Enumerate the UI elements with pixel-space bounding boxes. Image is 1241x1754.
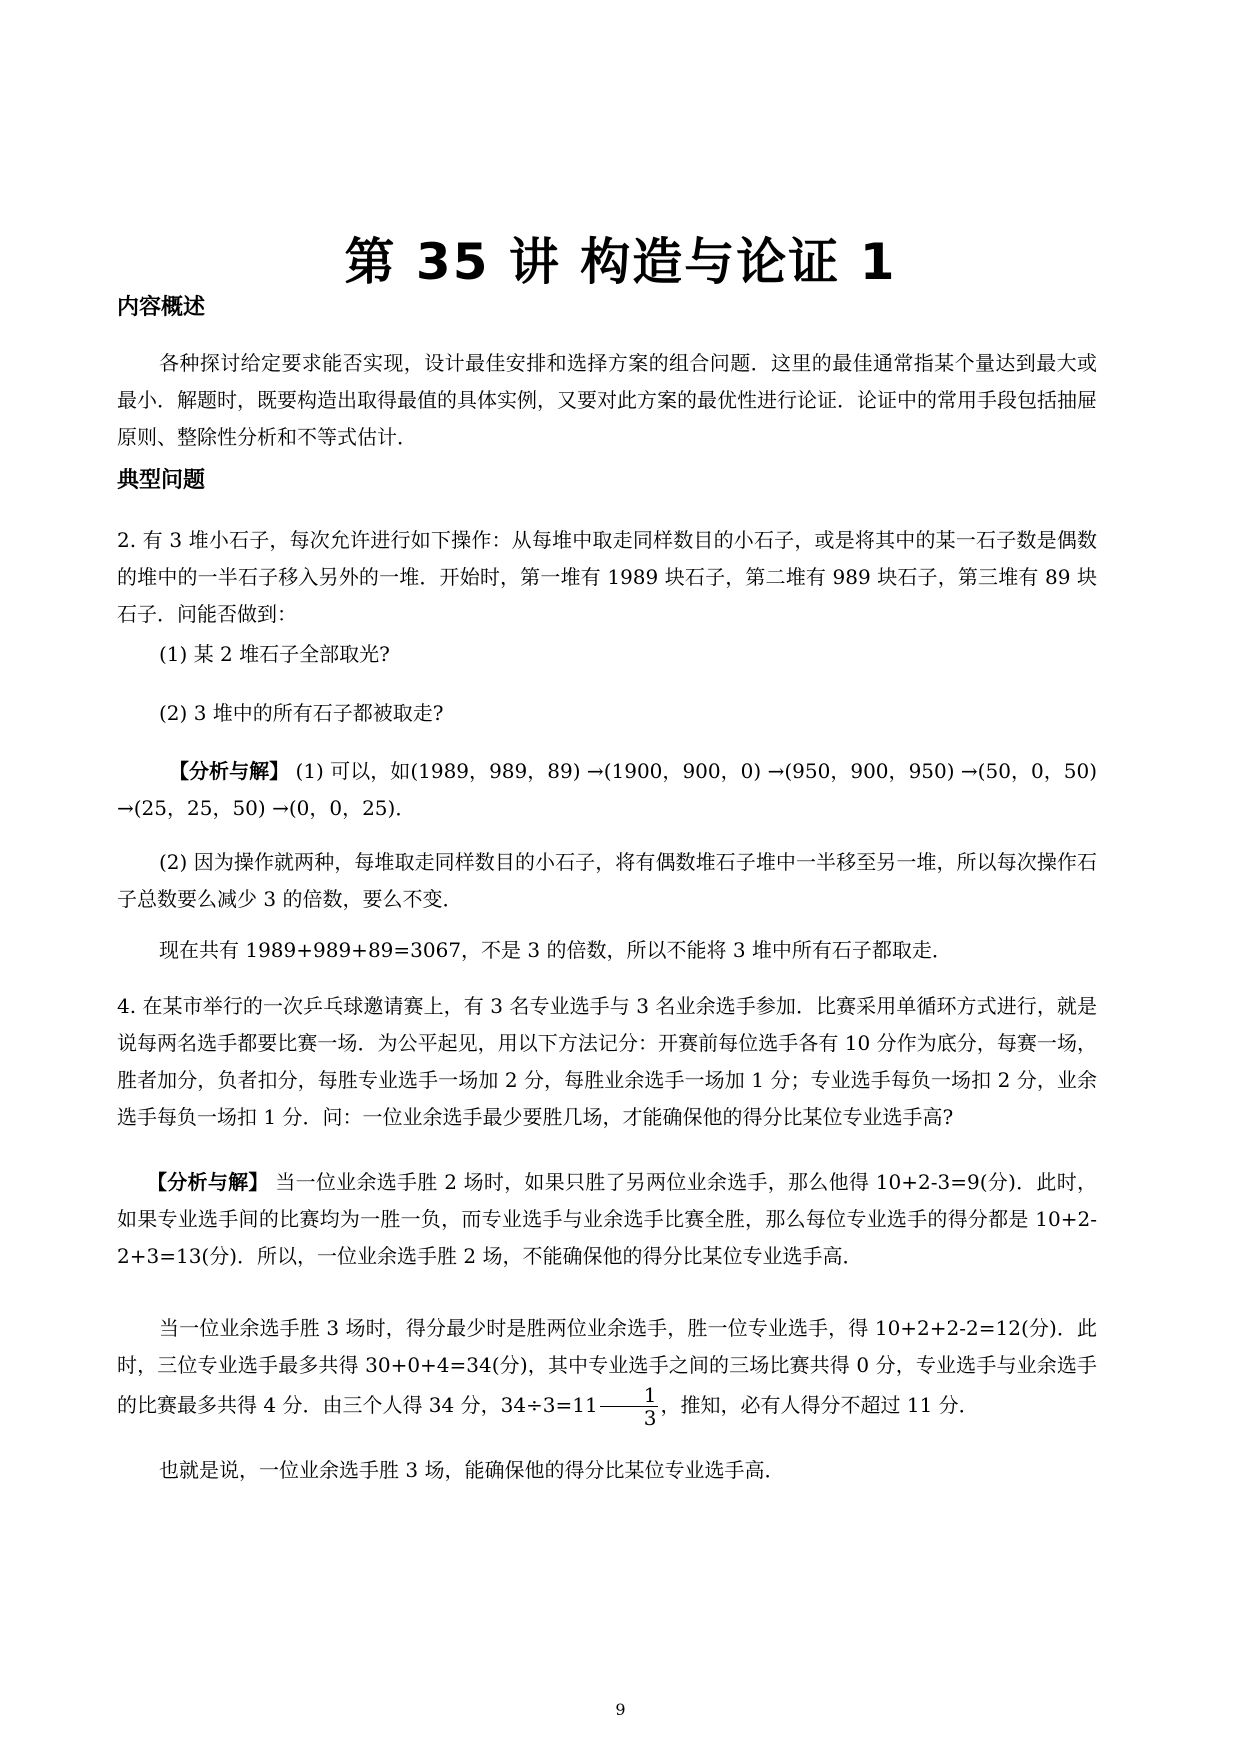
problem-2-answer-3: 现在共有 1989+989+89=3067，不是 3 的倍数，所以不能将 3 堆中所有石子都取走． [159, 938, 952, 962]
problem-4-analysis [117, 1164, 1097, 1275]
fraction-numerator: 1 [600, 1384, 659, 1407]
problem-2-statement: 2. 有 3 堆小石子，每次允许进行如下操作：从每堆中取走同样数目的小石子，或是将其中的某一石子数是偶数的堆中的一半石子移入另外的一堆．开始时，第一堆有 1989 块石子，第二堆有 989 块石子，第三堆有 89 块石子．问能否做到： [117, 528, 1097, 626]
problem-2-question-2: (2) 3 堆中的所有石子都被取走? [159, 701, 444, 725]
problem-2-analysis [117, 753, 1097, 827]
analysis-answer-1: 当一位业余选手胜 2 场时，如果只胜了另两位业余选手，那么他得 10+2-3=9(分)．此时，如果专业选手间的比赛均为一胜一负，而专业选手与业余选手比赛全胜，那么每位专业选手的得分都是 10+2-2+3=13(分)．所以，一位业余选手胜 2 场，不能确保他的得分比某位专业选手高． [117, 1170, 1097, 1268]
problem-4-answer-2 [117, 1310, 1097, 1429]
problem-4-statement: 4. 在某市举行的一次乒乓球邀请赛上，有 3 名专业选手与 3 名业余选手参加．比赛采用单循环方式进行，就是说每两名选手都要比赛一场．为公平起见，用以下方法记分：开赛前每位选手各有 10 分作为底分，每赛一场，胜者加分，负者扣分，每胜专业选手一场加 2 分，每胜业余选手一场加 1 分；专业选手每负一场扣 2 分，业余选手每负一场扣 1 分．问：一位业余选手最少要胜几场，才能确保他的得分比某位专业选手高? [117, 994, 1097, 1129]
answer-text-before-fraction: 当一位业余选手胜 3 场时，得分最少时是胜两位业余选手，胜一位专业选手，得 10+2+2-2=12(分)．此时，三位专业选手最多共得 30+0+4=34(分)，其中专业选手之间的三场比赛共得 0 分，专业选手与业余选手的比赛最多共得 4 分．由三个人得 34 分，34÷3=11 [117, 1316, 1097, 1417]
overview-heading: 内容概述 [117, 295, 206, 320]
analysis-answer-1: (1) 可以，如(1989，989，89) →(1900，900，0) →(950，900，950) →(50，0，50) →(25，25，50) →(0，0，25)． [117, 759, 1098, 820]
overview-text: 各种探讨给定要求能否实现，设计最佳安排和选择方案的组合问题．这里的最佳通常指某个量达到最大或最小．解题时，既要构造出取得最值的具体实例，又要对此方案的最优性进行论证．论证中的常用手段包括抽屉原则、整除性分析和不等式估计． [117, 351, 1097, 449]
fraction-one-third [600, 1384, 659, 1429]
problem-2-question-1: (1) 某 2 堆石子全部取光? [159, 642, 390, 666]
analysis-label: 【分析与解】 [147, 1170, 269, 1194]
page-number: 9 [615, 1700, 626, 1719]
problem-2-answer-2: (2) 因为操作就两种，每堆取走同样数目的小石子，将有偶数堆石子堆中一半移至另一堆，所以每次操作石子总数要么减少 3 的倍数，要么不变． [117, 850, 1097, 911]
page-title: 第 35 讲 构造与论证 1 [344, 233, 897, 291]
fraction-denominator: 3 [643, 1406, 657, 1430]
problem-4-answer-3: 也就是说，一位业余选手胜 3 场，能确保他的得分比某位专业选手高． [159, 1458, 785, 1482]
analysis-label: 【分析与解】 [169, 759, 290, 783]
problems-heading: 典型问题 [117, 468, 206, 493]
answer-text-after-fraction: ，推知，必有人得分不超过 11 分． [660, 1393, 979, 1417]
